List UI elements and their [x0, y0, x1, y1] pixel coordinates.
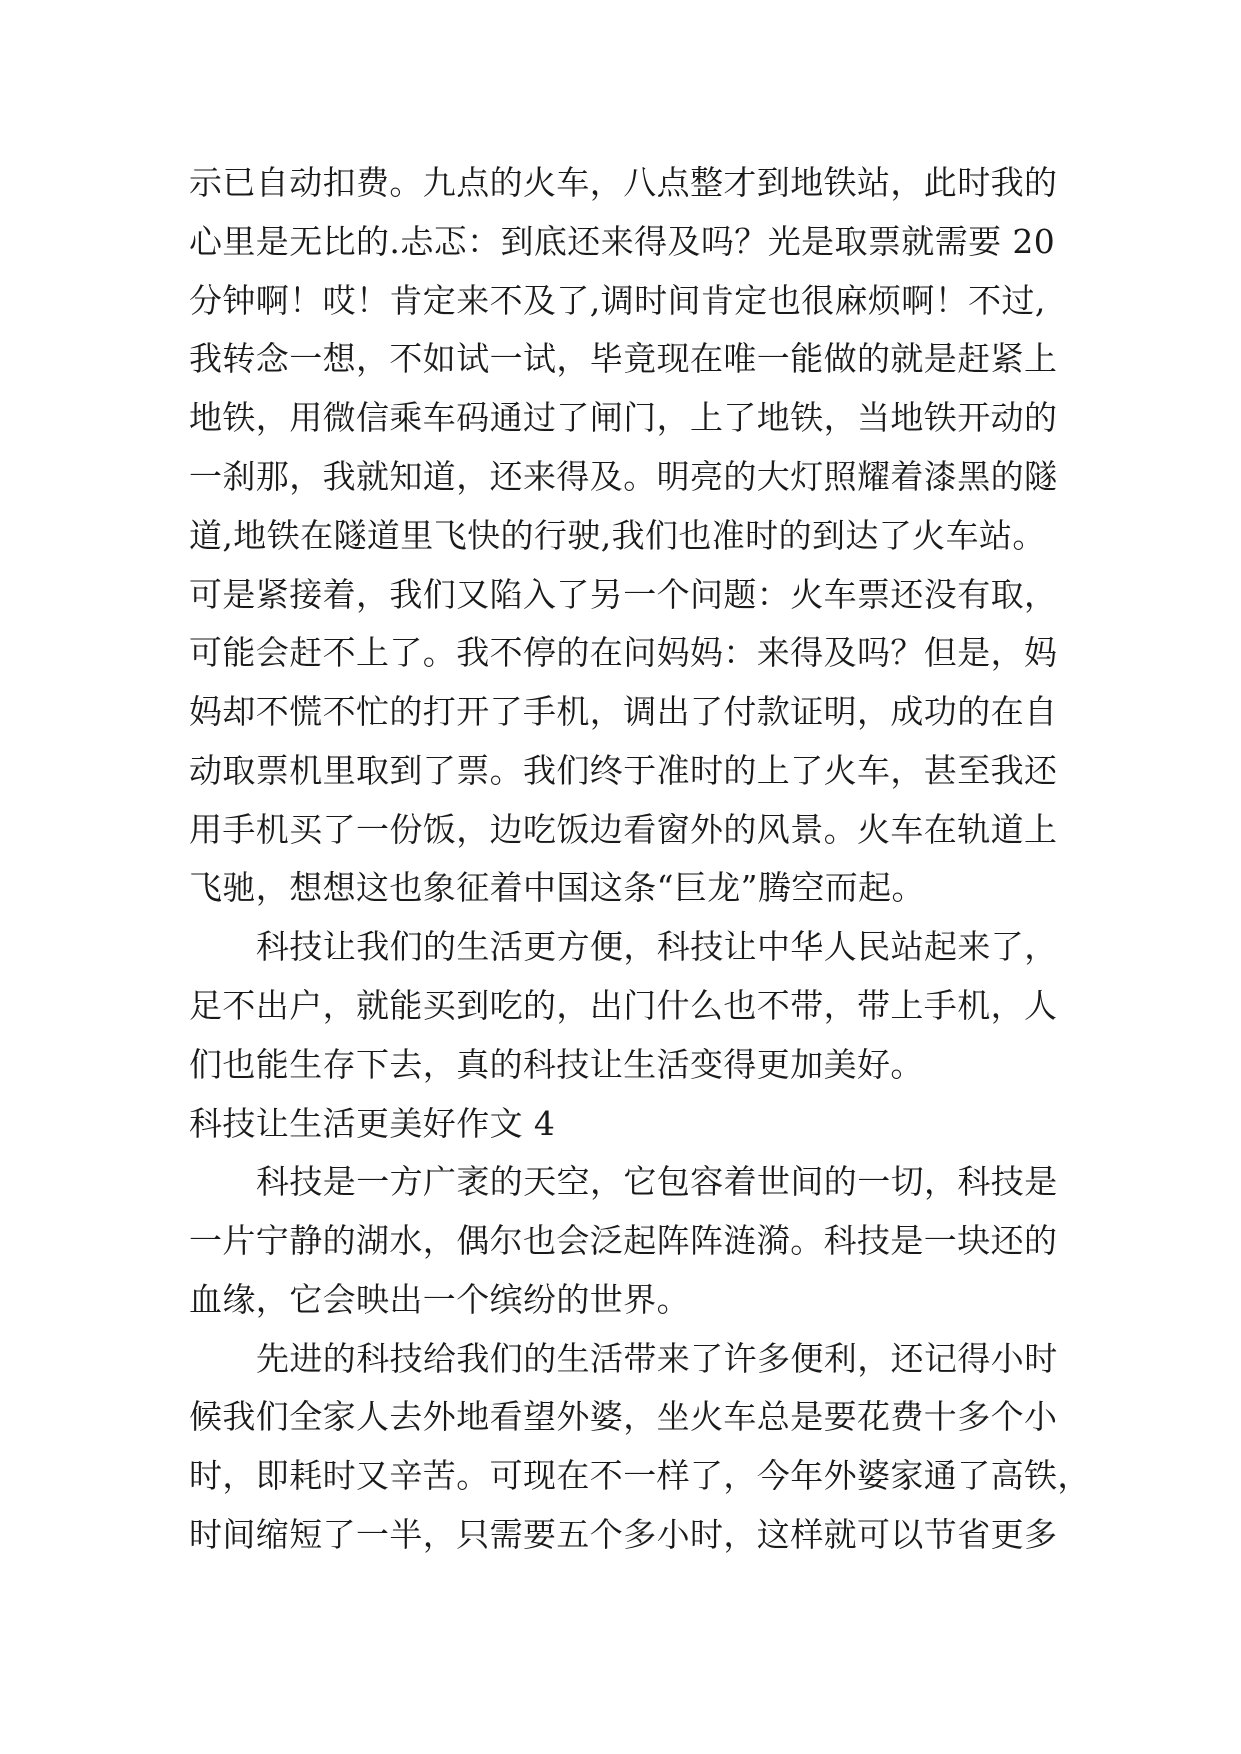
text-line: 地铁，用微信乘车码通过了闸门，上了地铁，当地铁开动的 [189, 398, 1058, 437]
section-heading: 科技让生活更美好作文 4 [189, 1104, 556, 1143]
text-line: 们也能生存下去，真的科技让生活变得更加美好。 [189, 1045, 924, 1084]
paragraph-first-line: 科技让我们的生活更方便，科技让中华人民站起来了， [256, 927, 1058, 966]
text-line: 时，即耗时又辛苦。可现在不一样了，今年外婆家通了高铁， [189, 1456, 1091, 1495]
text-line: 妈却不慌不忙的打开了手机，调出了付款证明，成功的在自 [189, 692, 1058, 731]
text-line: 一刹那，我就知道，还来得及。明亮的大灯照耀着漆黑的隧 [189, 457, 1058, 496]
text-line: 道,地铁在隧道里飞快的行驶,我们也准时的到达了火车站。 [189, 516, 1046, 555]
text-line: 可是紧接着，我们又陷入了另一个问题：火车票还没有取， [189, 575, 1058, 614]
text-line: 我转念一想，不如试一试，毕竟现在唯一能做的就是赶紧上 [189, 339, 1058, 378]
text-line: 示已自动扣费。九点的火车，八点整才到地铁站，此时我的 [189, 163, 1058, 202]
text-line: 时间缩短了一半，只需要五个多小时，这样就可以节省更多 [189, 1515, 1058, 1554]
text-line: 飞驰，想想这也象征着中国这条“巨龙”腾空而起。 [189, 868, 925, 907]
text-line: 血缘，它会映出一个缤纷的世界。 [189, 1280, 690, 1319]
text-line: 足不出户，就能买到吃的，出门什么也不带，带上手机，人 [189, 986, 1058, 1025]
text-line: 用手机买了一份饭，边吃饭边看窗外的风景。火车在轨道上 [189, 810, 1058, 849]
paragraph-first-line: 先进的科技给我们的生活带来了许多便利，还记得小时 [256, 1339, 1058, 1378]
text-line: 可能会赶不上了。我不停的在问妈妈：来得及吗？但是，妈 [189, 633, 1058, 672]
text-line: 动取票机里取到了票。我们终于准时的上了火车，甚至我还 [189, 751, 1058, 790]
text-line: 一片宁静的湖水，偶尔也会泛起阵阵涟漪。科技是一块还的 [189, 1221, 1058, 1260]
text-line: 候我们全家人去外地看望外婆，坐火车总是要花费十多个小 [189, 1397, 1058, 1436]
text-line: 心里是无比的.忐忑：到底还来得及吗？光是取票就需要 20 [189, 222, 1056, 261]
text-line: 分钟啊！哎！肯定来不及了,调时间肯定也很麻烦啊！不过, [189, 281, 1046, 320]
paragraph-first-line: 科技是一方广袤的天空，它包容着世间的一切，科技是 [256, 1162, 1058, 1201]
